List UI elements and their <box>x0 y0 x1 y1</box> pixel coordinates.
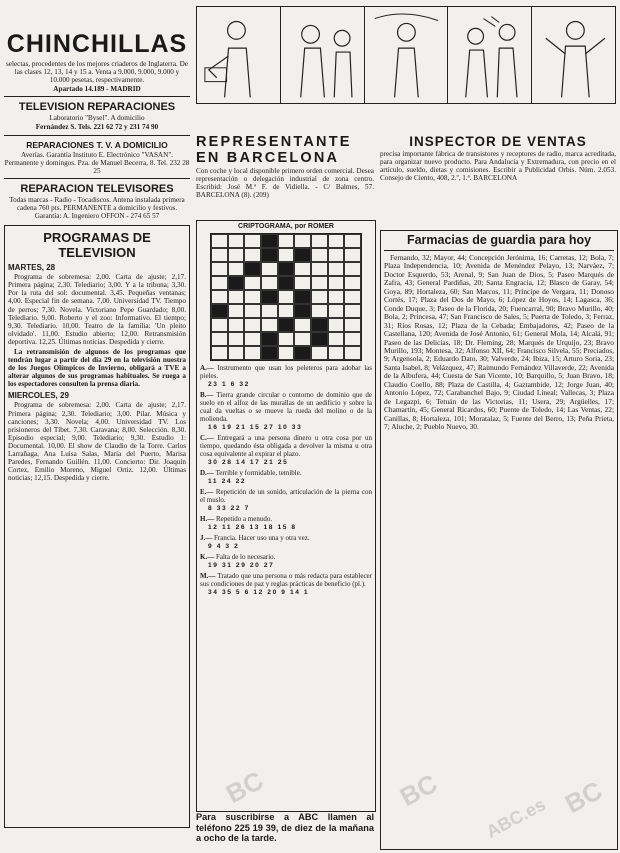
grid-cell <box>211 346 228 360</box>
grid-cell <box>344 262 361 276</box>
clue-numbers: 11 24 22 <box>208 478 247 485</box>
grid-cell <box>244 290 261 304</box>
grid-cell <box>328 276 345 290</box>
grid-cell <box>228 290 245 304</box>
grid-cell <box>244 304 261 318</box>
clue-numbers: 8 33 22 7 <box>208 505 250 512</box>
chinchillas-body: selectas, procedentes de los mejores criaderos de Inglaterra. De las clases 12, 13, 14 y 15 a. Venta a 9.000, 9.000, 9.000 y 10.000 pesetas, respectivamente. <box>5 60 188 85</box>
clue-letter: C.— <box>200 434 218 442</box>
grid-cell <box>211 234 228 248</box>
clue-text: Repetido a menudo. <box>215 515 273 523</box>
grid-cell <box>261 248 278 262</box>
clue-letter: A.— <box>200 364 218 372</box>
clue-letter: K.— <box>200 553 216 561</box>
clue-numbers: 9 4 3 2 <box>208 543 240 550</box>
grid-cell <box>228 304 245 318</box>
grid-cell <box>328 304 345 318</box>
clue-numbers: 23 1 6 32 <box>208 381 250 388</box>
watermark: BC <box>394 767 443 813</box>
program-notice: La retransmisión de algunos de los programas que tendrán lugar a partir del día 29 en la televisión nuestra de los Juegos Olímpicos de Invierno, obligará a TVE a alterar algunos de sus programas habituales. Se ruega a los espectadores consulten la prensa diaria. <box>8 347 186 389</box>
grid-cell <box>278 262 295 276</box>
grid-cell <box>278 248 295 262</box>
watermark: BC <box>559 774 608 820</box>
cryptogram-clue <box>200 534 372 542</box>
grid-cell <box>344 248 361 262</box>
chinchillas-address: Apartado 14.189 - MADRID <box>53 85 141 94</box>
inspector-title: INSPECTOR DE VENTAS <box>409 134 587 149</box>
grid-cell <box>344 234 361 248</box>
cryptogram-clue <box>200 553 372 561</box>
grid-cell <box>344 276 361 290</box>
chinchillas-title: CHINCHILLAS <box>6 30 188 58</box>
divider <box>4 135 190 136</box>
cryptogram-clue <box>200 515 372 523</box>
grid-cell <box>294 262 311 276</box>
comic-panel <box>197 7 281 103</box>
day-heading: MARTES, 28 <box>8 263 56 273</box>
grid-cell <box>294 318 311 332</box>
grid-cell <box>294 304 311 318</box>
grid-cell <box>244 234 261 248</box>
divider <box>4 96 190 97</box>
clue-letter: E.— <box>200 488 216 496</box>
inspector-body: precisa importante fábrica de transistores y receptores de radio, marca acreditada, para organizar nuevo producto. Para Andalucía y Extremadura, con precio en el artículo, sueldo, dietas y comisiones. Escribir a Publicidad Orbis. Núm. 2.053. Consejo de Ciento, 408, 2.º, 1.ª. BARCELONA <box>380 150 616 183</box>
cryptogram-title: CRIPTOGRAMA, por ROMER <box>238 223 334 230</box>
grid-cell <box>261 304 278 318</box>
representante-title-1: REPRESENTANTE <box>196 134 352 150</box>
grid-cell <box>311 290 328 304</box>
representante-ad <box>196 104 374 200</box>
grid-cell <box>228 318 245 332</box>
grid-cell <box>294 234 311 248</box>
grid-cell <box>294 290 311 304</box>
grid-cell <box>211 262 228 276</box>
tv-repair-1-line: Fernández S. Tels. 221 62 72 y 231 74 90 <box>35 123 159 132</box>
cryptogram-clue <box>200 572 372 588</box>
comic-panel <box>281 7 365 103</box>
clue-text: Terrible y formidable, temible. <box>215 469 302 477</box>
cryptogram-clue <box>200 488 372 504</box>
pharmacies-list: Fernando, 32; Mayor, 44; Concepción Jerónima, 16; Carretas, 12; Bola, 7; Plaza Independencia, 10; Avenida de Menéndez Pelayo, 13; Narváez, 7; Doctor Esquerdo, 53; Arenal, 9; San Juan de Dios, 5; Paseo Marqués de Zafra, 43; General Pardiñas, 20; Santa Engracia, 12; Blasco de Garay, 54; Goya, 89; Hortaleza, 60; San Marcos, 11; Príncipe de Vergara, 11; Donoso Cortés, 17; Plaza del Dos de Mayo, 6; López de Hoyos, 14; Lagasca, 36; Conde Duque, 3; Paseo de la Florida, 20; Fuencarral, 90; Bravo Murillo, 40; Bola, 2; Princesa, 47; San Francisco de Sales, 5; Puerta de Toledo, 3; Ferraz, 31; Ríos Rosas, 12; Plaza de la Cebada; Embajadores, 42; Paseo de la Castellana, 120; Avenida de José Antonio, 61; General Mola, 14; Alcalá, 91; Paseo de las Delicias, 18; Dr. Fleming, 28; Marqués de Urquijo, 23; Bravo Murillo, 193; Montesa, 32; Alfonso XII, 64; Francisco Silvela, 55; Preciados, 9; Argensola, 2; Eduardo Dato, 30; Valverde, 24; Ibiza, 15; Arturo Soria, 23; Santa Isabel, 8; Velázquez, 47; Raimundo Fernández Villaverde, 22; Avenida de la Albufera, 44; Cuesta de San Vicente, 10; Barquillo, 5; Juan Bravo, 18; Claudio Coello, 88; Plaza de Castilla, 4; Gaztambide, 12; Jorge Juan, 40; Antonio López, 72; Carabanchel Bajo, 9; Ciudad Lineal; Vallecas, 3; Plaza de Legazpi, 6; Tetuán de las Victorias, 11; Usera, 29; Argüelles, 17; Chamartín, 45; General Ricardos, 60; Puente de Toledo, 14; Las Ventas, 22; Canillas, 8; Hortaleza, 101; Moratalaz, 5; Fuente del Berro, 13; Peña Prieta, 7; Aluche, 2; Pueblo Nuevo, 30. <box>384 253 614 432</box>
divider <box>384 250 614 251</box>
clue-text: Falta de lo necesario. <box>215 553 276 561</box>
grid-cell <box>311 262 328 276</box>
tv-repair-2-title: REPARACIONES T. V. A DOMICILIO <box>26 139 168 150</box>
grid-cell <box>244 262 261 276</box>
grid-cell <box>244 332 261 346</box>
tv-repair-3-title: REPARACION TELEVISORES <box>20 182 174 195</box>
grid-cell <box>328 346 345 360</box>
grid-cell <box>328 248 345 262</box>
grid-cell <box>328 318 345 332</box>
grid-cell <box>311 318 328 332</box>
comic-strip <box>196 2 616 104</box>
cryptogram-clue <box>200 391 372 423</box>
grid-cell <box>328 290 345 304</box>
grid-cell <box>278 290 295 304</box>
grid-cell <box>278 276 295 290</box>
grid-cell <box>311 248 328 262</box>
cryptogram-grid <box>210 233 362 361</box>
cryptogram-clue <box>200 469 372 477</box>
grid-cell <box>344 290 361 304</box>
comic-drawing <box>365 7 448 103</box>
clue-numbers: 16 19 21 15 27 10 33 <box>208 424 303 431</box>
inspector-ad <box>380 134 616 183</box>
left-column <box>4 0 190 828</box>
grid-cell <box>244 346 261 360</box>
grid-cell <box>344 304 361 318</box>
clue-letter: M.— <box>200 572 218 580</box>
grid-cell <box>228 346 245 360</box>
clue-text: Tierra grande circular o contorno de dominio que de suelo en el alfoz de las murallas de un aedificio y sobre la cual da vueltas o se mueve la rueda del molino o de la molienda. <box>200 391 372 423</box>
grid-cell <box>261 346 278 360</box>
clue-text: Entregará a una persona dinero u otra cosa por un tiempo, quedando ésta obligada a devolver la misma u otra cosa equivalente al expirar el plazo. <box>200 434 372 458</box>
grid-cell <box>244 276 261 290</box>
grid-cell <box>344 332 361 346</box>
grid-cell <box>244 248 261 262</box>
grid-cell <box>261 318 278 332</box>
clue-text: Repetición de un sonido, articulación de la pierna con el muslo. <box>200 488 372 504</box>
clue-numbers: 12 11 26 13 18 15 8 <box>208 524 297 531</box>
grid-cell <box>328 332 345 346</box>
divider <box>4 178 190 179</box>
tv-programs-title: PROGRAMAS DE TELEVISION <box>43 230 151 261</box>
grid-cell <box>278 332 295 346</box>
pharmacies-title: Farmacias de guardia para hoy <box>406 233 592 247</box>
grid-cell <box>244 318 261 332</box>
comic-panel <box>448 7 532 103</box>
grid-cell <box>344 318 361 332</box>
clue-text: Francia. Hacer uso una y otra vez. <box>214 534 310 542</box>
grid-cell <box>228 262 245 276</box>
tv-programs-box <box>4 225 190 828</box>
grid-cell <box>311 234 328 248</box>
grid-cell <box>294 332 311 346</box>
tv-repair-1-line: Laboratorio "Bysel". A domicilio <box>49 114 145 123</box>
watermark: BC <box>220 764 269 810</box>
tv-repair-3-body: Todas marcas - Radio - Tocadiscos. Antena instalada primera cadena 760 pts. PERMANENTE a domicilio y festivos. Garantía: A. Ingeniero OFFON - 274 65 57 <box>9 195 185 221</box>
representante-title-2: EN BARCELONA <box>196 150 340 166</box>
clue-letter: B.— <box>200 391 217 399</box>
cryptogram-box <box>196 220 376 812</box>
comic-panel <box>532 7 615 103</box>
grid-cell <box>294 276 311 290</box>
day-heading: MIERCOLES, 29 <box>8 391 69 401</box>
grid-cell <box>261 262 278 276</box>
program-listing: Programa de sobremesa: 2,00. Carta de ajuste; 2,17. Primera página; 2,30. Telediario; 3,00. Pilar. Música y canciones; 3,30. Novela; 4,00. Universidad TV. Los prisioneros del Tíbet. 7,30. Caravana; 8,00. Selección. 8,30. Episodio especial; 9,00. Telediario; 9,30. Estudio 1: Documental. 10,00. El show de Claudio de la Torre. Carlos Larrañaga, Ana Luisa Salas, María del Puerto, Marisa Paredes, Fernando Guillén. 11,00. Concierto: Dir. Joaquín Cortez, Emilio Moreno, Miguel Ortiz. 12,00. Últimas noticias; 12,15. Despedida y cierre. <box>8 401 186 483</box>
comic-panel <box>365 7 449 103</box>
cryptogram-clue <box>200 364 372 380</box>
grid-cell <box>211 290 228 304</box>
clue-numbers: 30 28 14 17 21 25 <box>208 459 289 466</box>
clue-letter: H.— <box>200 515 216 523</box>
grid-cell <box>278 346 295 360</box>
grid-cell <box>278 304 295 318</box>
grid-cell <box>211 332 228 346</box>
grid-cell <box>311 332 328 346</box>
pharmacies-box <box>380 230 618 850</box>
grid-cell <box>211 318 228 332</box>
grid-cell <box>328 234 345 248</box>
comic-drawing <box>532 7 615 103</box>
subscription-notice: Para suscribirse a ABC llamen al teléfono 225 19 39, de diez de la mañana a ocho de la tarde. <box>196 812 374 844</box>
grid-cell <box>311 304 328 318</box>
comic-drawing <box>197 7 280 103</box>
tv-repair-1-title: TELEVISION REPARACIONES <box>18 101 176 114</box>
grid-cell <box>228 332 245 346</box>
comic-drawing <box>281 7 364 103</box>
cryptogram-clues <box>200 364 372 596</box>
grid-cell <box>261 290 278 304</box>
clue-letter: J.— <box>200 534 214 542</box>
grid-cell <box>294 346 311 360</box>
grid-cell <box>278 318 295 332</box>
tv-repair-2-body: Averías. Garantía Instituto E. Electrónico "VASAN". Permanente y domingos. Pza. de Manuel Becerra, 8. Tel. 232 28 25 <box>4 150 190 175</box>
grid-cell <box>261 276 278 290</box>
program-listing: Programa de sobremesa: 2,00. Carta de ajuste; 2,17. Primera página; 2,30. Telediario; 3,00. Y a la tribuna; 3,30. Por la ruta del sol: documental. 3,45. Pequeñas ventanas; 4,00. Especial fin de semana. 7,00. Universidad TV. Tiempo de perros; 7,30. Novela. Victoriano Pepe Guardado; 8,00. Telediario. 9,00. Roberto y el zoo: Informativo. El tiempo; 9,30. Telediario. 10,00. Teatro de la familia: 'Un pleito olvidado'. 11,00. Estudio abierto; 12,00. Retransmisión deportiva. 12,25. Últimas noticias. Despedida y cierre. <box>8 273 186 346</box>
grid-cell <box>278 234 295 248</box>
grid-cell <box>228 276 245 290</box>
clue-numbers: 34 35 5 6 12 20 9 14 1 <box>208 589 310 596</box>
grid-cell <box>311 346 328 360</box>
grid-cell <box>228 234 245 248</box>
grid-cell <box>328 262 345 276</box>
grid-cell <box>344 346 361 360</box>
grid-cell <box>211 304 228 318</box>
comic-drawing <box>448 7 531 103</box>
grid-cell <box>311 276 328 290</box>
cryptogram-clue <box>200 434 372 458</box>
grid-cell <box>294 248 311 262</box>
watermark: ABC.es <box>482 794 549 842</box>
grid-cell <box>261 234 278 248</box>
grid-cell <box>211 248 228 262</box>
representante-body: Con coche y local disponible primero orden comercial. Desea representación o delegación industrial de zona centro. Escribid: José M.ª F. de Vidiella. - C/ Balmes, 57. BARCELONA (8). (209) <box>196 167 374 200</box>
clue-text: Instrumento que usan los peleteros para adobar las pieles. <box>200 364 372 380</box>
clue-numbers: 19 31 29 20 27 <box>208 562 275 569</box>
grid-cell <box>228 248 245 262</box>
grid-cell <box>261 332 278 346</box>
clue-text: Tratado que una persona o más redacta para establecer sus condiciones de paz y reglas prácticas de beneficio (pl.). <box>200 572 372 588</box>
clue-letter: D.— <box>200 469 216 477</box>
grid-cell <box>211 276 228 290</box>
